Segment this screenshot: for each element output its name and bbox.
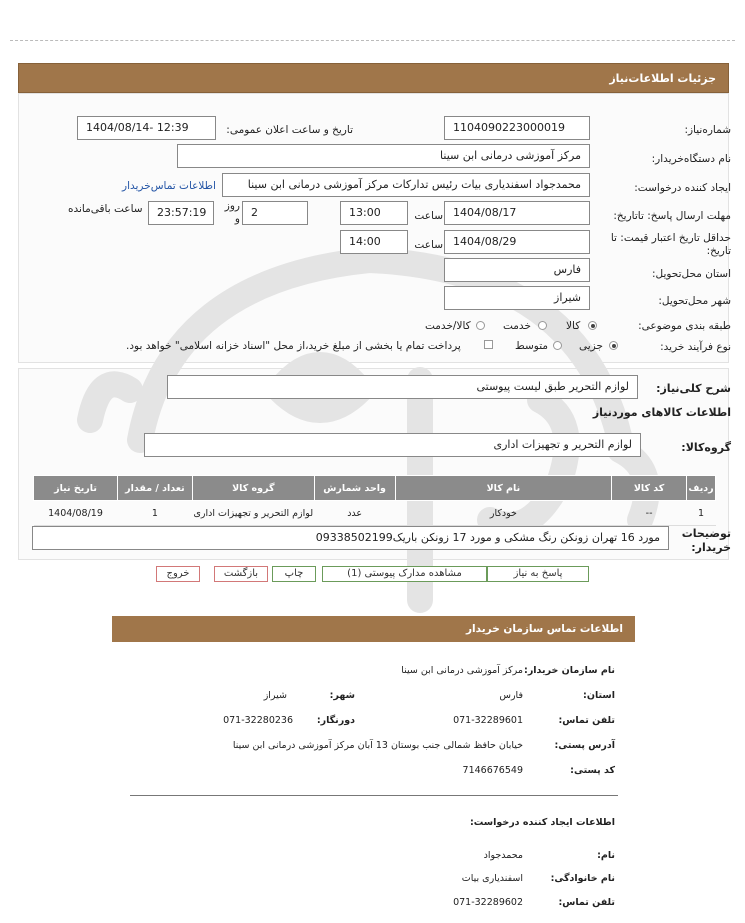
- contact-province-value: فارس: [499, 690, 523, 701]
- phone-label: تلفن تماس:: [558, 715, 615, 726]
- goods-info-heading: اطلاعات کالاهای موردنیاز: [592, 406, 731, 419]
- treasury-checkbox[interactable]: [484, 340, 493, 349]
- category-label: طبقه بندی موضوعی:: [638, 320, 731, 332]
- need-number-field: 1104090223000019: [444, 116, 590, 140]
- col-quantity: تعداد / مقدار: [118, 476, 193, 501]
- keyword-label: شرح کلی‌نیاز:: [656, 382, 731, 395]
- creator-field: محمدجواد اسفندیاری بیات رئیس تدارکات مرکز آموزشی درمانی ابن سینا: [222, 173, 590, 197]
- phone-value: 071-32289601: [453, 715, 523, 726]
- process-medium-label: متوسط: [515, 340, 548, 352]
- group-field: لوازم التحریر و تجهیزات اداری: [144, 433, 641, 457]
- category-radio-service[interactable]: [538, 321, 547, 330]
- creator-phone-value: 071-32289602: [453, 897, 523, 908]
- validity-date-field: 1404/08/29: [444, 230, 590, 254]
- page-title: جزئیات اطلاعات‌نیاز: [609, 72, 716, 85]
- col-row-number: ردیف: [687, 476, 716, 501]
- cell-row-number: 1: [687, 501, 716, 526]
- fax-label: دورنگار:: [316, 715, 355, 726]
- cell-item-group: لوازم التحریر و تجهیزات اداری: [192, 501, 314, 526]
- deadline-time-field: 13:00: [340, 201, 408, 225]
- process-label: نوع فرآیند خرید:: [660, 341, 731, 353]
- category-service-label: خدمت: [503, 320, 531, 332]
- contact-province-label: استان:: [583, 690, 615, 701]
- process-radio-minor[interactable]: [609, 341, 618, 350]
- announce-field: 1404/08/14- 12:39: [77, 116, 216, 140]
- payment-note: پرداخت تمام یا بخشی از مبلغ خرید،از محل "اسناد خزانه اسلامی" خواهد بود.: [126, 340, 461, 352]
- creator-family-value: اسفندیاری بیات: [461, 873, 523, 884]
- view-docs-button[interactable]: مشاهده مدارک پیوستی (1): [322, 566, 487, 582]
- validity-time-label: ساعت: [414, 239, 443, 251]
- category-both-label: کالا/خدمت: [425, 320, 471, 332]
- buyer-label: نام دستگاه‌خریدار:: [651, 153, 731, 165]
- col-need-date: تاریخ نیاز: [34, 476, 118, 501]
- print-button[interactable]: چاپ: [272, 566, 316, 582]
- top-divider: [10, 40, 735, 41]
- group-label: گروه‌کالا:: [681, 441, 731, 454]
- creator-phone-label: تلفن تماس:: [558, 897, 615, 908]
- postal-label: کد پستی:: [570, 765, 615, 776]
- col-item-group: گروه کالا: [192, 476, 314, 501]
- creator-label: ایجاد کننده درخواست:: [634, 182, 731, 194]
- deadline-label: مهلت ارسال پاسخ: تاتاریخ:: [613, 210, 731, 222]
- remaining-time-field: 23:57:19: [148, 201, 214, 225]
- contact-city-value: شیراز: [263, 690, 287, 701]
- reply-button[interactable]: پاسخ به نیاز: [487, 566, 589, 582]
- col-item-name: نام کالا: [395, 476, 612, 501]
- province-label: استان محل‌تحویل:: [651, 268, 731, 280]
- remaining-label: ساعت باقی‌مانده: [68, 203, 143, 215]
- deadline-time-label: ساعت: [414, 210, 443, 222]
- contact-divider: [130, 795, 618, 796]
- need-number-label: شماره‌نیاز:: [684, 124, 731, 136]
- creator-family-label: نام خانوادگی:: [550, 873, 615, 884]
- back-button[interactable]: بازگشت: [214, 566, 268, 582]
- category-radio-goods[interactable]: [588, 321, 597, 330]
- creator-name-label: نام:: [597, 850, 615, 861]
- address-label: آدرس پستی:: [554, 740, 615, 751]
- validity-label-2: تاریخ:: [706, 245, 731, 257]
- postal-value: 7146676549: [462, 765, 523, 776]
- table-header-row: [34, 476, 716, 501]
- city-field: شیراز: [444, 286, 590, 310]
- cell-item-code: --: [612, 501, 687, 526]
- exit-button[interactable]: خروج: [156, 566, 200, 582]
- deadline-date-field: 1404/08/17: [444, 201, 590, 225]
- creator-name-value: محمدجواد: [483, 850, 523, 861]
- col-item-code: کد کالا: [612, 476, 687, 501]
- notes-field: مورد 16 تهران زونکن رنگ مشکی و مورد 17 زونکن باریک09338502199: [32, 526, 669, 550]
- category-radio-both[interactable]: [476, 321, 485, 330]
- buyer-contact-link[interactable]: اطلاعات تماس‌خریدار: [122, 180, 216, 192]
- cell-item-name: خودکار: [395, 501, 612, 526]
- page-header: [18, 63, 729, 93]
- keyword-field: لوازم التحریر طبق لیست پیوستی: [167, 375, 638, 399]
- days-remaining-field: 2: [242, 201, 308, 225]
- contact-header: [112, 616, 635, 642]
- contact-city-label: شهر:: [329, 690, 355, 701]
- notes-label-2: خریدار:: [691, 541, 731, 554]
- cell-quantity: 1: [118, 501, 193, 526]
- process-minor-label: جزیی: [579, 340, 603, 352]
- fax-value: 071-32280236: [223, 715, 293, 726]
- col-unit: واحد شمارش: [314, 476, 395, 501]
- days-label: روز و: [224, 200, 240, 225]
- cell-need-date: 1404/08/19: [34, 501, 118, 526]
- org-value: مرکز آموزشی درمانی ابن سینا: [401, 665, 523, 676]
- address-value: خیابان حافظ شمالی جنب بوستان 13 آبان مرکز آموزشی درمانی ابن سینا: [232, 740, 523, 751]
- category-goods-label: کالا: [566, 320, 581, 332]
- validity-time-field: 14:00: [340, 230, 408, 254]
- notes-label: توضیحات: [681, 527, 731, 540]
- province-field: فارس: [444, 258, 590, 282]
- validity-label: حداقل تاریخ اعتبار قیمت: تا: [610, 232, 731, 244]
- buyer-field: مرکز آموزشی درمانی ابن سینا: [177, 144, 590, 168]
- process-radio-medium[interactable]: [553, 341, 562, 350]
- cell-unit: عدد: [314, 501, 395, 526]
- org-label: نام سازمان خریدار:: [524, 665, 615, 676]
- goods-table: [33, 475, 716, 526]
- contact-title: اطلاعات تماس سازمان خریدار: [466, 623, 623, 635]
- city-label: شهر محل‌تحویل:: [658, 295, 731, 307]
- creator-info-title: اطلاعات ایجاد کننده درخواست:: [469, 817, 615, 828]
- table-row: [34, 501, 716, 526]
- announce-label: تاریخ و ساعت اعلان عمومی:: [226, 124, 353, 136]
